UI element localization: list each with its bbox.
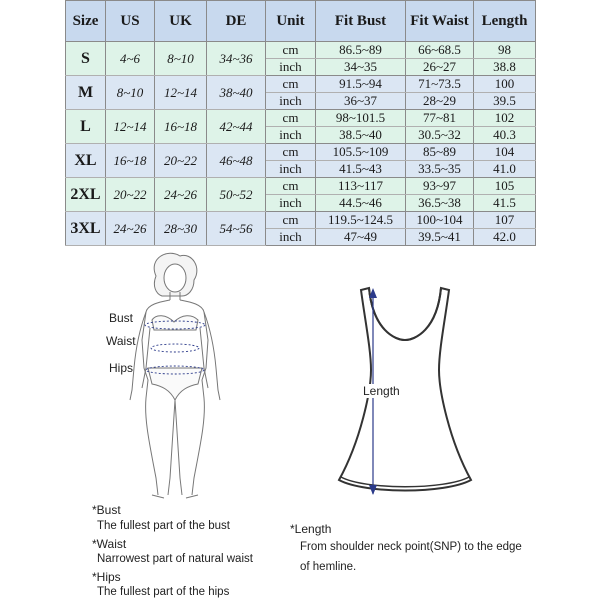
length-cell: 41.0 <box>474 161 536 178</box>
size-cell: XL <box>66 144 106 178</box>
size-cell: M <box>66 76 106 110</box>
unit-cell: cm <box>266 144 316 161</box>
uk-cell: 16~18 <box>155 110 207 144</box>
length-note-text-line2: of hemline. <box>300 561 357 573</box>
header-size: Size <box>66 1 106 42</box>
length-cell: 98 <box>474 42 536 59</box>
length-label: Length <box>363 384 400 398</box>
length-cell: 40.3 <box>474 127 536 144</box>
unit-cell: inch <box>266 229 316 246</box>
us-cell: 20~22 <box>106 178 155 212</box>
waist-cell: 93~97 <box>406 178 474 195</box>
waist-label: Waist <box>106 334 136 348</box>
dress-measurement-figure <box>325 280 485 505</box>
header-us: US <box>106 1 155 42</box>
bust-cell: 119.5~124.5 <box>316 212 406 229</box>
bust-cell: 47~49 <box>316 229 406 246</box>
unit-cell: cm <box>266 212 316 229</box>
length-note-text-line1: From shoulder neck point(SNP) to the edge <box>300 541 522 553</box>
us-cell: 24~26 <box>106 212 155 246</box>
body-measurement-figure <box>90 250 250 505</box>
header-fit-waist: Fit Waist <box>406 1 474 42</box>
de-cell: 38~40 <box>207 76 266 110</box>
unit-cell: cm <box>266 76 316 93</box>
uk-cell: 20~22 <box>155 144 207 178</box>
waist-cell: 30.5~32 <box>406 127 474 144</box>
header-uk: UK <box>155 1 207 42</box>
table-row <box>66 76 536 93</box>
waist-cell: 85~89 <box>406 144 474 161</box>
header-de: DE <box>207 1 266 42</box>
bust-cell: 98~101.5 <box>316 110 406 127</box>
bust-cell: 38.5~40 <box>316 127 406 144</box>
us-cell: 12~14 <box>106 110 155 144</box>
size-chart-table <box>65 0 536 246</box>
bust-label: Bust <box>109 311 134 325</box>
de-cell: 46~48 <box>207 144 266 178</box>
length-cell: 104 <box>474 144 536 161</box>
size-cell: S <box>66 42 106 76</box>
bust-cell: 113~117 <box>316 178 406 195</box>
bust-note-title: *Bust <box>92 503 121 517</box>
bust-cell: 105.5~109 <box>316 144 406 161</box>
bust-cell: 34~35 <box>316 59 406 76</box>
size-cell: 3XL <box>66 212 106 246</box>
bust-cell: 41.5~43 <box>316 161 406 178</box>
hips-label: Hips <box>109 361 134 375</box>
unit-cell: cm <box>266 178 316 195</box>
table-header-row <box>66 1 536 42</box>
length-cell: 39.5 <box>474 93 536 110</box>
bust-cell: 36~37 <box>316 93 406 110</box>
length-cell: 102 <box>474 110 536 127</box>
de-cell: 50~52 <box>207 178 266 212</box>
waist-cell: 71~73.5 <box>406 76 474 93</box>
unit-cell: inch <box>266 127 316 144</box>
size-cell: L <box>66 110 106 144</box>
length-cell: 107 <box>474 212 536 229</box>
waist-cell: 28~29 <box>406 93 474 110</box>
waist-cell: 77~81 <box>406 110 474 127</box>
de-cell: 42~44 <box>207 110 266 144</box>
unit-cell: inch <box>266 93 316 110</box>
waist-cell: 100~104 <box>406 212 474 229</box>
bust-cell: 86.5~89 <box>316 42 406 59</box>
unit-cell: cm <box>266 42 316 59</box>
table-row <box>66 212 536 229</box>
uk-cell: 28~30 <box>155 212 207 246</box>
table-row <box>66 144 536 161</box>
uk-cell: 12~14 <box>155 76 207 110</box>
hips-note-title: *Hips <box>92 570 121 584</box>
waist-cell: 39.5~41 <box>406 229 474 246</box>
waist-cell: 26~27 <box>406 59 474 76</box>
length-cell: 100 <box>474 76 536 93</box>
header-unit: Unit <box>266 1 316 42</box>
us-cell: 4~6 <box>106 42 155 76</box>
length-cell: 105 <box>474 178 536 195</box>
size-cell: 2XL <box>66 178 106 212</box>
header-length: Length <box>474 1 536 42</box>
unit-cell: inch <box>266 161 316 178</box>
unit-cell: inch <box>266 59 316 76</box>
bust-cell: 44.5~46 <box>316 195 406 212</box>
waist-note-title: *Waist <box>92 537 127 551</box>
table-row <box>66 110 536 127</box>
waist-cell: 33.5~35 <box>406 161 474 178</box>
us-cell: 8~10 <box>106 76 155 110</box>
header-fit-bust: Fit Bust <box>316 1 406 42</box>
length-cell: 41.5 <box>474 195 536 212</box>
waist-note-text: Narrowest part of natural waist <box>97 553 253 565</box>
bust-cell: 91.5~94 <box>316 76 406 93</box>
de-cell: 54~56 <box>207 212 266 246</box>
table-row <box>66 42 536 59</box>
us-cell: 16~18 <box>106 144 155 178</box>
bust-note-text: The fullest part of the bust <box>97 520 230 532</box>
de-cell: 34~36 <box>207 42 266 76</box>
unit-cell: cm <box>266 110 316 127</box>
length-note-title: *Length <box>290 522 332 536</box>
waist-cell: 66~68.5 <box>406 42 474 59</box>
uk-cell: 24~26 <box>155 178 207 212</box>
table-row <box>66 178 536 195</box>
length-cell: 42.0 <box>474 229 536 246</box>
uk-cell: 8~10 <box>155 42 207 76</box>
waist-cell: 36.5~38 <box>406 195 474 212</box>
unit-cell: inch <box>266 195 316 212</box>
hips-note-text: The fullest part of the hips <box>97 586 230 598</box>
length-cell: 38.8 <box>474 59 536 76</box>
